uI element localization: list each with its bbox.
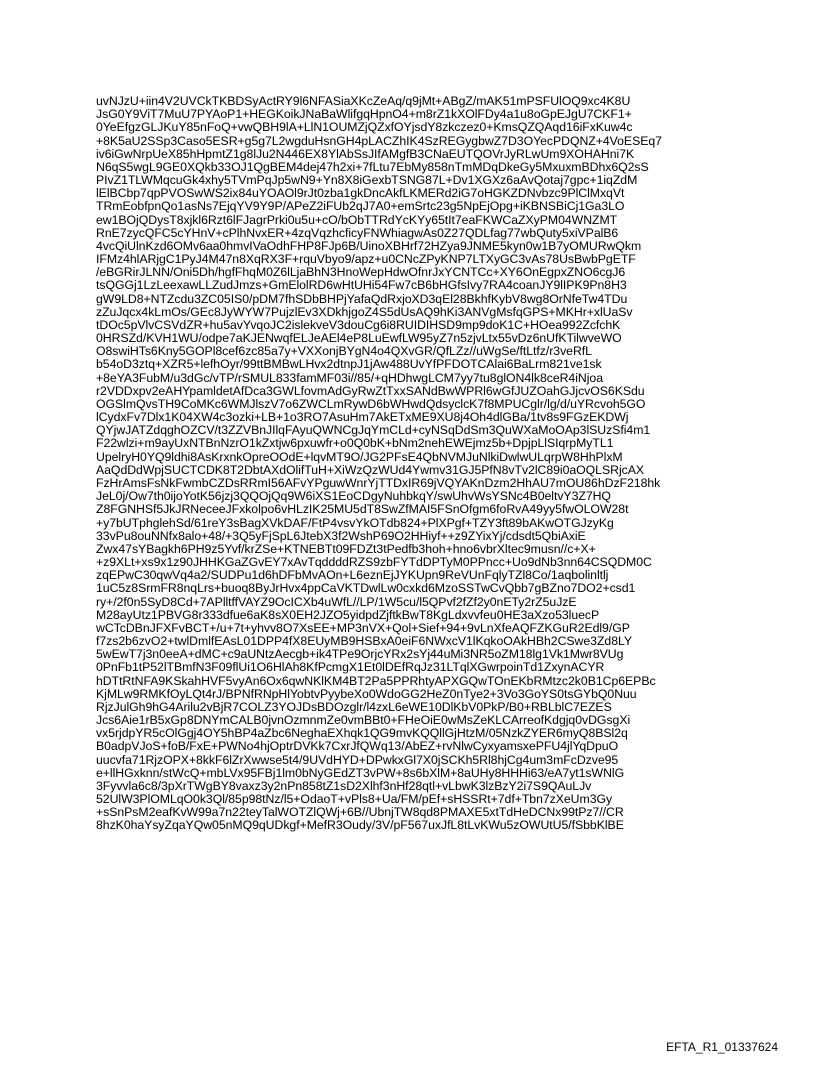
text-line: wCTcDBnJFXFvBCT+/u+7t+yhvv8O7XsEE+MP3nVX+Qol+Sief+94+9vLnXfeAQFZKGuR2Edl9/GP xyxy=(96,620,630,635)
text-line: 3Fyvvla6c8/3pXrTWgBY8vaxz3y2nPn858tZ1sD2Xlhf3nHf28qtl+vLbwK3lzBzY2i7S9QAuLJv xyxy=(96,778,592,793)
text-line: +z9XLt+xs9x1z90JHHKGaZGvEY7xAvTqddddRZS9zbFYTdDPTyM0PPncc+Uo9dNb3nn64CSQDM0C xyxy=(96,555,652,570)
text-line: 8hzK0haYsyZqaYQw05nMQ9qUDkgf+MefR3Oudy/3V/pF567uxJfL8tLvKWu5zOWUtU5/fSbbKlBE xyxy=(96,818,624,833)
text-line: JeL0j/Ow7th0ijoYotK56jzj3QQOjQq9W6iXS1EoCDgyNuhbkqY/swUhvWsYSNc4B0eltvY3Z7HQ xyxy=(96,489,611,504)
text-line: +8K5aU2SSp3Caso5ESR+g5g7L2wgduHsnGH4pLACZhIK4SzREGygbwZ7D3OYecPDQNZ+4VoESEq7 xyxy=(96,133,662,148)
text-line: OGSlmQvsTH9CoMKc6WMJlszV7o6ZWCLmRywD6bWHwdQdsyclcK7f8MPUCglr/lg/d/uYRcvoh5GO xyxy=(96,396,646,411)
text-line: 33vPu8ouNNfx8alo+48/+3Q5yFjSpL6JtebX3f2WshP69O2HHiyf++z9ZYixYj/cdsdt5QbiAxiE xyxy=(96,528,586,543)
text-line: 1uC5z8SrmFR8nqLrs+buoq8ByJrHvx4ppCaVKTDwlLw0cxkd6MzoSSTwCvQbb7gBZno7DO2+csd1 xyxy=(96,581,636,596)
text-line: B0adpVJoS+foB/FxE+PWNo4hjOptrDVKk7CxrJfQWq13/AbEZ+rvNlwCyxyamsxePFU4jlYqDpuO xyxy=(96,739,619,754)
text-line: lCydxFv7Dlx1K04XW4c3ozki+LB+1o3RO7AsuHm7AkETxME9XU8j4Oh4dlGBa/1tv8s9FGzEKDWj xyxy=(96,410,629,425)
text-line: +y7bUTphglehSd/61reY3sBagXVkDAF/FtP4vsvYkOTdb824+PlXPgf+TZY3ft89bAKwOTGJzyKg xyxy=(96,515,614,530)
text-line: 0YeEfgzGLJKuY85nFoQ+vwQBH9lA+LlN1OUMZjQZxfOYjsdY8zkczez0+KmsQZQAqd16iFxKuw4c xyxy=(96,120,633,135)
text-line: b54oD3ztq+XZR5+lefhOyr/99ttBMBwLHvx2dtnpJ1jAw488UvYfPFDOTCAlai6BaLrm821ve1sk xyxy=(96,357,602,372)
text-line: Jcs6Aie1rB5xGp8DNYmCALB0jvnOzmnmZe0vmBBt0+FHeOiE0wMsZeKLCArreofKdgjq0vDGsgXi xyxy=(96,713,631,728)
text-line: PIvZ1TLWMqcuGk4xhy5TVmPqJp5wN9+Yn8X8iGexbTSNG87L+Dv1XGXz6aAvQotaj7gpc+1iqZdM xyxy=(96,173,638,188)
text-line: RjzJulGh9hG4Arilu2vBjR7COLZ3YOJDsBDOzglr/l4zxL6eWE10DlKbV0PkP/B0+RBLblC7EZES xyxy=(96,699,612,714)
text-line: F22wlzi+m9ayUxNTBnNzrO1kZxtjw6pxuwfr+o0Q0bK+bNm2nehEWEjmz5b+DpjpLlSIqrpMyTL1 xyxy=(96,436,614,451)
text-line: tsQGGj1LzLeexawLLZudJmzs+GmElolRD6wHtUHi54Fw7cB6bHGfsIvy7RA4coanJY9lIPK9Pn8H3 xyxy=(96,278,627,293)
text-line: +8eYA3FubM/u3dGc/vTP/rSMUL833famMF03i//85/+qHDhwgLCM7yy7tu8glON4lk8ceR4iNjoa xyxy=(96,370,603,385)
text-line: FzHrAmsFsNkFwmbCZDsRRmI56AFvYPguwWnrYjTTDxIR69jVQYAKnDzm2HhAU7mOU86hDzF218hk xyxy=(96,475,661,490)
text-line: zqEPwC30qwVq4a2/SUDPu1d6hDFbMvAOn+L6eznEjJYKUpn9ReVUnFqlyTZl8Co/1aqbolinltlj xyxy=(96,568,609,583)
text-line: 4vcQiUlnKzd6OMv6aa0hmvIVaOdhFHP8FJp6B/UinoXBHrf72HZya9JNME5kyn0w1B7yOMURwQkm xyxy=(96,238,642,253)
text-line: ew1BOjQDysT8xjkl6Rzt6lFJagrPrki0u5u+cO/bObTTRdYcKYy65tIt7eaFKWCaZXyPM04WNZMT xyxy=(96,212,618,227)
document-id-footer: EFTA_R1_01337624 xyxy=(666,1040,778,1054)
text-line: TRmEobfpnQo1asNs7EjqYV9Y9P/APeZ2iFUb2qJ7A0+emSrtc23g5NpEjOpg+iKBNSBiCj1Ga3LO xyxy=(96,199,625,214)
text-line: QYjwJATZdqghOZCV/t3ZZVBnJIlqFAyuQWNCgJqYmCLd+cyNSqDdSm3QuWXaMoOAp3lSUzSfi4m1 xyxy=(96,423,651,438)
text-line: UpelryH0YQ9ldhi8AsKrxnkOpreOOdE+lqvMT9O/JG2PFsE4QbNVMJuNlkiDwlwULqrpW8HhPlxM xyxy=(96,449,623,464)
text-line: lElBCbp7qpPVOSwWS2ix84uYOAOl9rJt0zba1gkDncAkfLKMERd2iG7oHGKZDNvbzc9PlClMxqVt xyxy=(96,186,625,201)
text-line: zZuJqcx4kLmOs/GEc8JyWYW7PujzlEv3XDkhjgoZ4S5dUsAQ9hKi3ANVgMsfqGPS+MKHr+xlUaSv xyxy=(96,304,633,319)
text-line: 0PnFb1tP52lTBmfN3F09flUi1O6HlAh8KfPcmgX1Et0lDEfRqJz31LTqlXGwrpoinTd1ZxynACYR xyxy=(96,660,605,675)
text-line: uvNJzU+iin4V2UVCkTKBDSyActRY9l6NFASiaXKcZeAq/q9jMt+ABgZ/mAK51mPSFUlOQ9xc4K8U xyxy=(96,94,631,108)
text-line: tDOc5pVlvCSVdZR+hu5avYvqoJC2islekveV3douCg6i8RUIDIHSD9mp9doK1C+HOea992ZcfchK xyxy=(96,317,621,332)
text-line: r2VDDxpv2eAHYpamldetAfDca3GWLfovmAdGyRwZtTxxSANdBwWPRl6wGfJUZOahGJjcvOS6KSdu xyxy=(96,383,645,398)
text-line: RnE7zycQFC5cYHnV+cPlhNvxER+4zqVqzhcficyFNWhiagwAs0Z27QDLfag77wbQuty5xiVPalB6 xyxy=(96,225,619,240)
text-line: O8swiHTs6Kny5GOPl8cef6zc85a7y+VXXonjBYgN4o4QXvGR/QfLZz//uWgSe/ftLtfz/r3veRfL xyxy=(96,344,592,359)
text-line: +sSnPsM2eafKvW99a7n22teyTalWOTZlQWj+6B//UbnjTW8qd8PMAXE5xtTdHeDCNx99tPz7//CR xyxy=(96,805,624,820)
text-line: 5wEwT7j3n0eeA+dMC+c9aUNtzAecgb+ik4TPe9OrjcYRx2sYj44uMi3NR5oZM18lg1Vk1Mwr8VUg xyxy=(96,647,624,662)
text-line: f7zs2b6zvO2+twlDmlfEAsL01DPP4fX8EUyMB9HSBxA0eiF6NWxcV1lKqkoOAkHBh2CSwe3Zd8LY xyxy=(96,634,633,649)
text-line: JsG0Y9ViT7MuU7PYAoP1+HEGKoikJNaBaWlifgqHpnO4+m8rZ1kXOlFDy4a1u8oGpEJgU7CKF1+ xyxy=(96,107,632,122)
text-line: hDTtRtNFA9KSkahHVF5vyAn6Ox6qwNKlKM4BT2Pa5PPRhtyAPXGQwTOnEKbRMtzc2k0B1Cp6EPBc xyxy=(96,673,656,688)
text-line: iv6iGwNrpUeX85hHpmtZ1g8lJu2N446EX8YlAbSsJIfAMgfB3CNaEUTQOVrJyRLwUm9XOHAHni7K xyxy=(96,146,635,161)
text-line: /eBGRirJLNN/Oni5Dh/hgfFhqM0Z6lLjaBhN3HnoWepHdwOfnrJxYCNTCc+XY6OnEgpxZNO6cgJ6 xyxy=(96,265,626,280)
text-line: N6qS5wgL9GE0XQkb33OJ1QgBEM4dej47h2xi+7fLtu7EbMy858nTmMDqDkeGy5MxuxmBDhx6Q2sS xyxy=(96,159,649,174)
text-line: vx5rjdpYR5cOlGgj4OY5hBP4aZbc6NeghaEXhqk1QG9mvKQQllGjHtzM/05NzkZYER6myQ8BSl2q xyxy=(96,726,628,741)
text-line: uucvfa71RjzOPX+8kkF6lZrXwwse5t4/9UVdHYD+DPwkxGl7X0jSCKh5Rl8hjCg4um3mFcDzve95 xyxy=(96,752,619,767)
text-line: Zwx47sYBagkh6PH9z5Yvf/krZSe+KTNEBTt09FDZt3tPedfb3hoh+hno6vbrXltec9musn//c+X+ xyxy=(96,541,596,556)
encoded-text-block xyxy=(96,95,736,833)
text-line: 52UlW3PlOMLqO0k3Ql/85p98tNz/l5+OdaoT+vPls8+Ua/FM/pEf+sHSSRt+7df+Tbn7zXeUm3Gy xyxy=(96,792,613,807)
text-line: KjMLw9RMKfOyLQt4rJ/BPNfRNpHlYobtvPyybeXo0WdoGG2HeZ0nTye2+3Vo3GoYS0tsGYbQ0Nuu xyxy=(96,686,637,701)
text-line: e+llHGxknn/stWcQ+mbLVx95FBj1lm0bNyGEdZT3vPW+8s6bXlM+8aUHy8HHHi63/eA7yt1sWNlG xyxy=(96,765,625,780)
text-line: IFMz4hlARjgC1PyJ4M47n8XqRX3F+rquVbyo9/apz+u0CNcZPyKNP7LTXyGC3vAs78UsBwbPgETF xyxy=(96,252,636,267)
text-line: 0HRSZd/KVH1WU/odpe7aKJENwqfELJeAEl4eP8LuEwfLW95yZ7n5zjvLtx55vDz6nUfKTilwveWO xyxy=(96,331,622,346)
text-line: gW9LD8+NTZcdu3ZC05IS0/pDM7fhSDbBHPjYafaQdRxjoXD3qEl28BkhfKybV8wg8OrNfeTw4TDu xyxy=(96,291,628,306)
text-line: M28ayUtz1PBVG8r333dfue6aK8sX0EH2JZO5yidpdZjftkBwT8KgLdxvvfeu0HE3aXzo53luecP xyxy=(96,607,600,622)
text-line: ry+/2f0n5SyD8Cd+7APlltffVAYZ9OcICXb4uWfL//LP/1W5cu/l5QPvf2fZf2y0nETy2rZ5uJzE xyxy=(96,594,577,609)
text-line: AaQdDdWpjSUCTCDK8T2DbtAXdOlifTuH+XiWzQzWUd4Ywmv31GJ5PfN8vTv2lC89i0aOQLSRjcAX xyxy=(96,462,645,477)
text-line: Z8FGNHSf5JkJRNeceeJFxkolpo6vHLzIK25MU5dT8SwZfMAI5FSnOfgm6foRvA49yy5fwOLOW28t xyxy=(96,502,629,517)
